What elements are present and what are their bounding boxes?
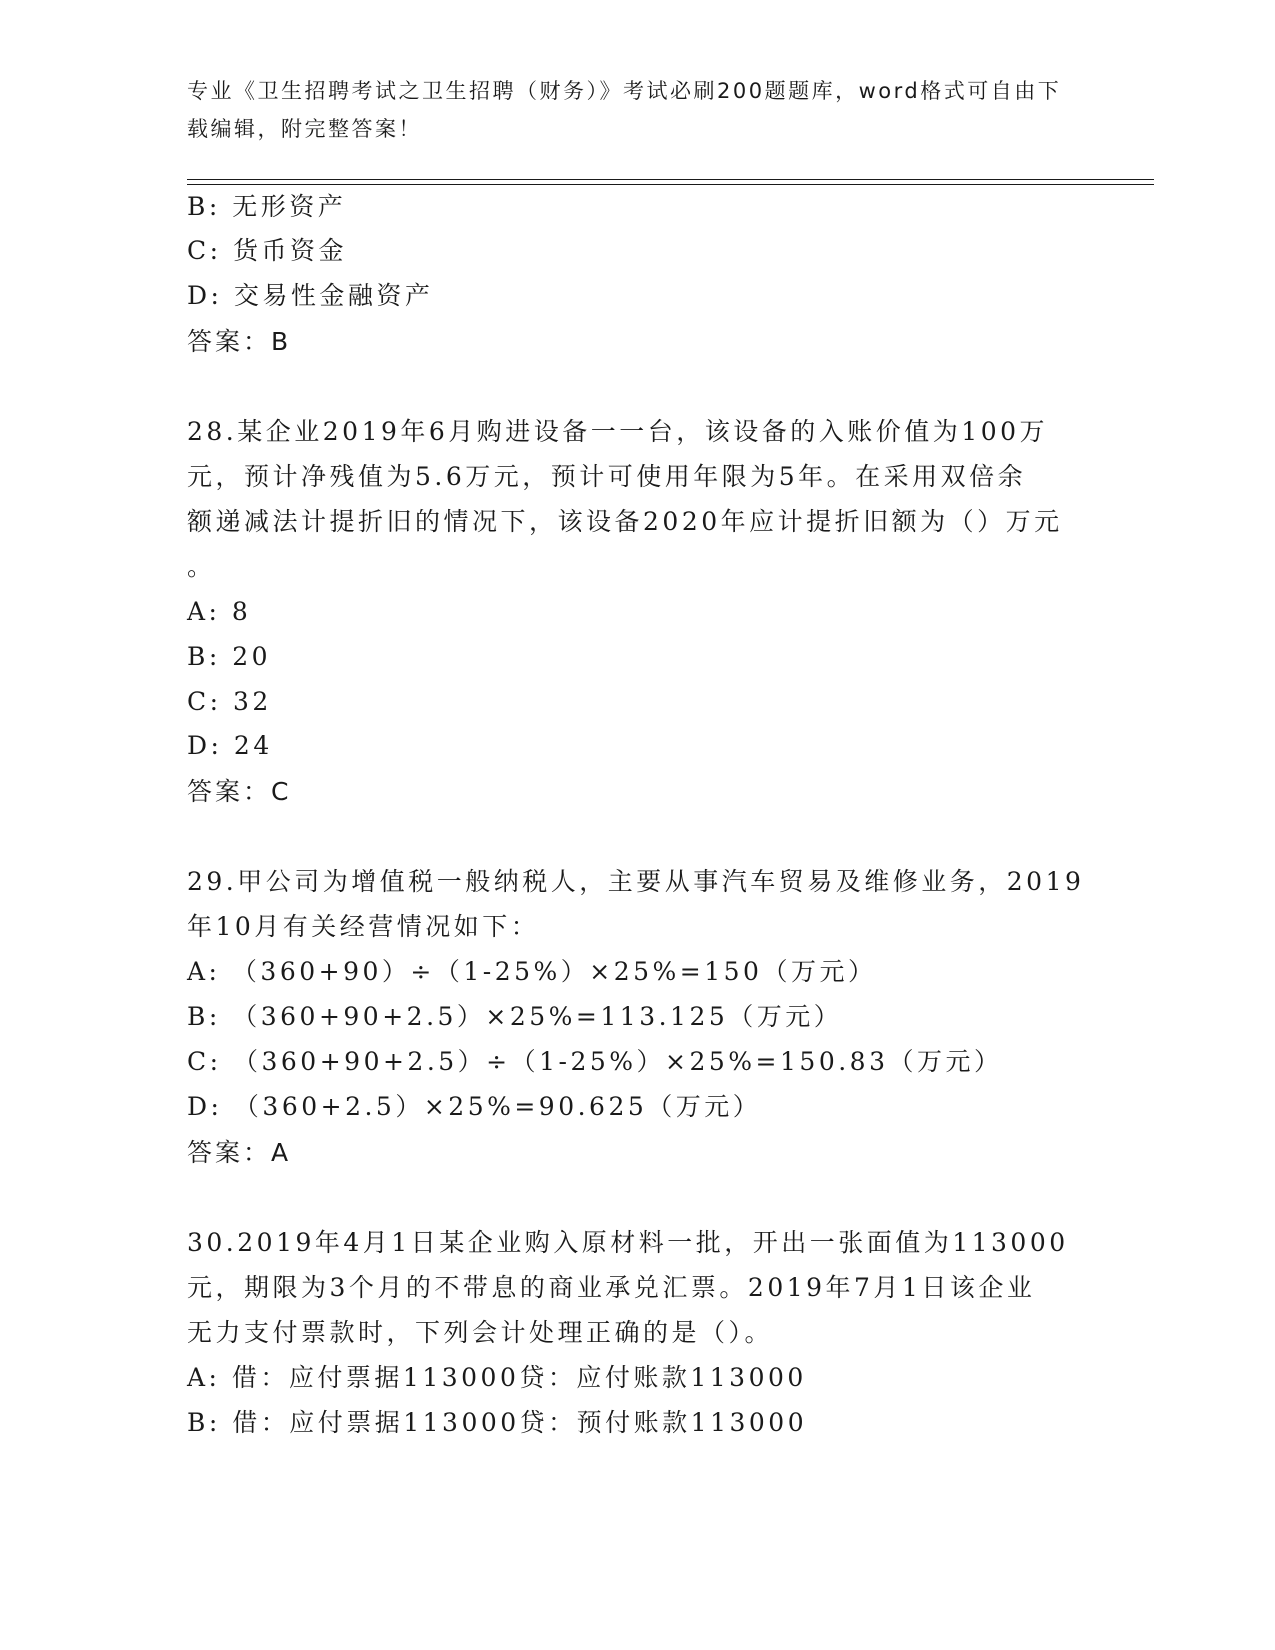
q27-option-c: C: 货币资金 — [187, 236, 347, 265]
q30-stem-line-2: 元，期限为3个月的不带息的商业承兑汇票。2019年7月1日该企业 — [187, 1273, 1036, 1302]
q28-option-a: A: 8 — [187, 597, 252, 626]
q29-option-c: C: （360+90+2.5）÷（1-25%）×25%=150.83（万元） — [187, 1047, 1003, 1076]
q29-stem-line-1: 29.甲公司为增值税一般纳税人，主要从事汽车贸易及维修业务，2019 — [187, 867, 1085, 896]
header-divider-bottom — [187, 184, 1154, 185]
q29-option-a: A: （360+90）÷（1-25%）×25%=150（万元） — [187, 957, 877, 986]
q28-stem-line-3: 额递减法计提折旧的情况下，该设备2020年应计提折旧额为（）万元 — [187, 507, 1063, 536]
q28-option-c: C: 32 — [187, 687, 272, 716]
q30-stem-line-1: 30.2019年4月1日某企业购入原材料一批，开出一张面值为113000 — [187, 1228, 1069, 1257]
q29-stem-line-2: 年10月有关经营情况如下： — [187, 912, 540, 941]
q28-stem-line-2: 元，预计净残值为5.6万元，预计可使用年限为5年。在采用双倍余 — [187, 462, 1027, 491]
q28-answer: 答案：C — [187, 777, 292, 806]
q30-option-b: B: 借：应付票据113000贷：预付账款113000 — [187, 1408, 808, 1437]
q29-answer: 答案：A — [187, 1138, 292, 1167]
q27-answer: 答案：B — [187, 327, 292, 356]
q30-option-a: A: 借：应付票据113000贷：应付账款113000 — [187, 1363, 807, 1392]
q29-option-d: D: （360+2.5）×25%=90.625（万元） — [187, 1092, 762, 1121]
q28-stem-line-4: 。 — [187, 552, 216, 581]
header-divider-top — [187, 179, 1154, 180]
q27-option-b: B: 无形资产 — [187, 192, 347, 221]
document-header: 专业《卫生招聘考试之卫生招聘（财务）》考试必刷200题题库，word格式可自由下载编辑，附完整答案！ — [187, 79, 1062, 141]
q28-option-d: D: 24 — [187, 731, 273, 760]
q27-option-d: D: 交易性金融资产 — [187, 281, 434, 310]
q28-stem-line-1: 28.某企业2019年6月购进设备一一台，该设备的入账价值为100万 — [187, 417, 1049, 446]
q30-stem-line-3: 无力支付票款时，下列会计处理正确的是（）。 — [187, 1318, 774, 1347]
q29-option-b: B: （360+90+2.5）×25%=113.125（万元） — [187, 1002, 843, 1031]
q28-option-b: B: 20 — [187, 642, 272, 671]
